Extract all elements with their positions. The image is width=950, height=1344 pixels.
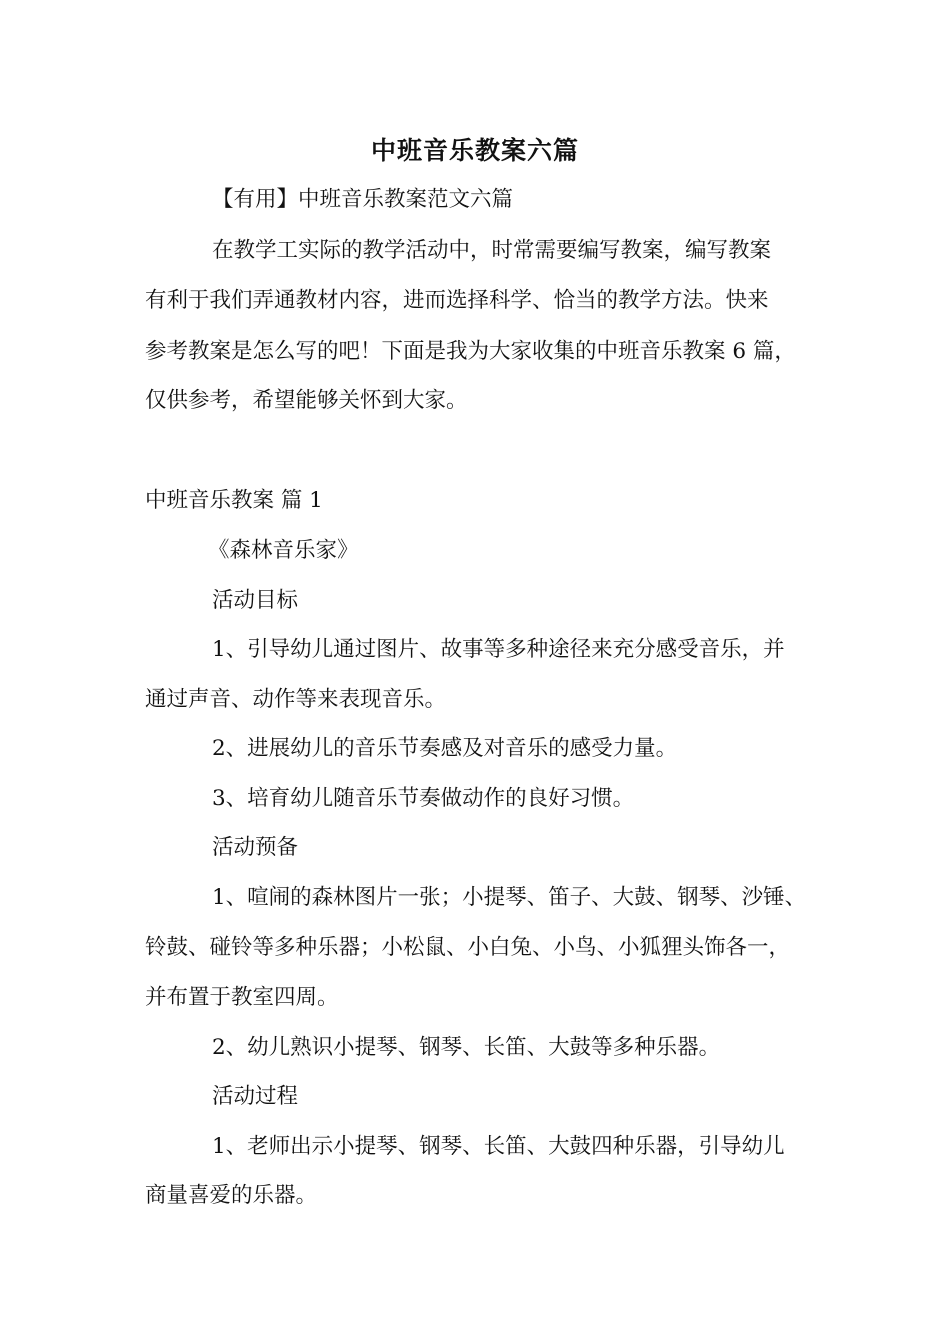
intro-line: 参考教案是怎么写的吧！下面是我为大家收集的中班音乐教案 6 篇， [145, 339, 796, 364]
prep-heading: 活动预备 [212, 835, 299, 860]
process-item-line: 商量喜爱的乐器。 [145, 1183, 318, 1208]
prep-item: 2、幼儿熟识小提琴、钢琴、长笛、大鼓等多种乐器。 [212, 1035, 721, 1060]
goal-item-line: 1、引导幼儿通过图片、故事等多种途径来充分感受音乐，并 [212, 637, 785, 662]
process-heading: 活动过程 [212, 1084, 299, 1109]
goal-item: 2、进展幼儿的音乐节奏感及对音乐的感受力量。 [212, 736, 678, 761]
intro-line: 仅供参考，希望能够关怀到大家。 [145, 388, 468, 413]
intro-line: 在教学工实际的教学活动中，时常需要编写教案，编写教案 [212, 238, 772, 263]
document-title: 中班音乐教案六篇 [370, 136, 579, 165]
process-item-line: 1、老师出示小提琴、钢琴、长笛、大鼓四种乐器，引导幼儿 [212, 1134, 785, 1159]
document-subtitle: 【有用】中班音乐教案范文六篇 [212, 187, 514, 212]
lesson-title: 《森林音乐家》 [208, 538, 359, 563]
prep-item-line: 铃鼓、碰铃等多种乐器；小松鼠、小白兔、小鸟、小狐狸头饰各一， [145, 935, 791, 960]
prep-item-line: 并布置于教室四周。 [145, 985, 339, 1010]
prep-item-line: 1、喧闹的森林图片一张；小提琴、笛子、大鼓、钢琴、沙锤、 [212, 885, 807, 910]
goal-item: 3、培育幼儿随音乐节奏做动作的良好习惯。 [212, 786, 635, 811]
intro-line: 有利于我们弄通教材内容，进而选择科学、恰当的教学方法。快来 [145, 288, 769, 313]
goal-item-line: 通过声音、动作等来表现音乐。 [145, 687, 447, 712]
goals-heading: 活动目标 [212, 588, 299, 613]
section-heading: 中班音乐教案 篇 1 [145, 488, 323, 513]
